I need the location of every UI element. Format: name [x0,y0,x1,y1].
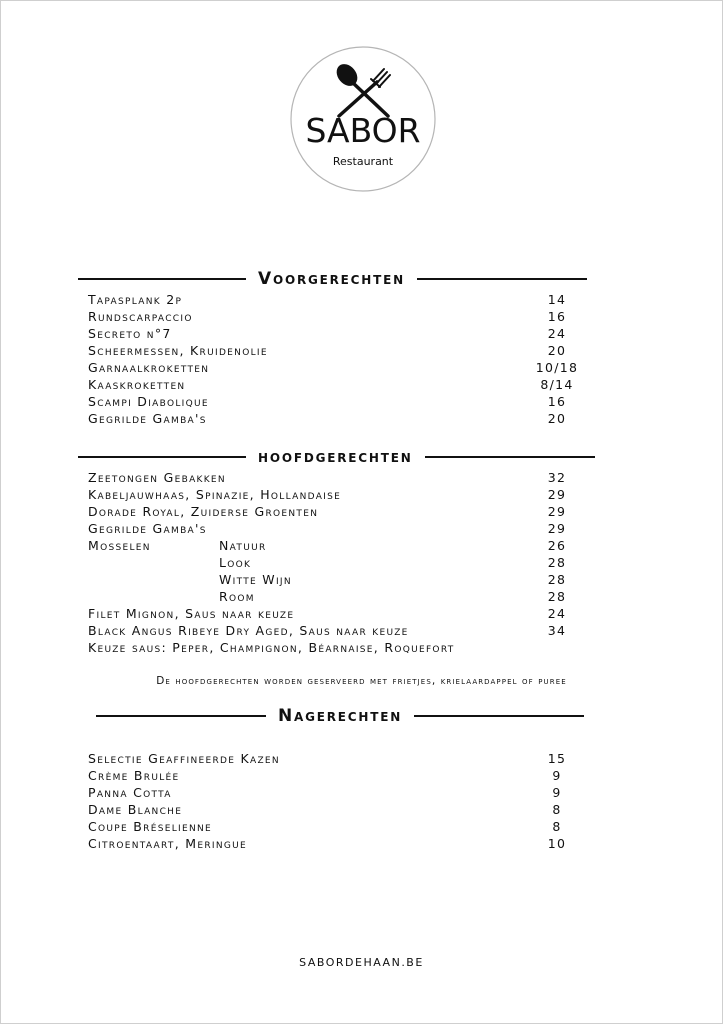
restaurant-logo [289,45,437,193]
menu-item [88,784,592,801]
menu-item-price: 9 [552,785,562,800]
menu-item-name: Citroentaart, Meringue [88,836,248,851]
menu-item [88,835,592,852]
menu-item-name: Kabeljauwhaas, Spinazie, Hollandaise [88,487,342,502]
menu-item-price: 28 [547,555,567,570]
menu-item-name: Selectie Geaffineerde Kazen [88,751,280,766]
menu-item [88,818,592,835]
section-header-hoofdgerechten [78,447,595,467]
menu-item-name: Gegrilde Gamba's [88,411,207,426]
section-title: Voorgerechten [258,269,405,289]
menu-item [88,801,592,818]
menu-item-price: 24 [547,326,567,341]
menu-item [88,503,592,520]
menu-item-name: Rundscarpaccio [88,309,193,324]
menu-item-name: Scampi Diabolique [88,394,209,409]
menu-item-name: Kaaskroketten [88,377,186,392]
menu-item-price: 9 [552,768,562,783]
menu-item-price: 29 [547,487,567,502]
menu-item [88,486,592,503]
menu-item-price: 8 [552,802,562,817]
divider-left [96,715,266,717]
menu-item [88,750,592,767]
menu-item-price: 28 [547,572,567,587]
menu-item-name: Dorade Royal, Zuiderse Groenten [88,504,319,519]
menu-item [88,767,592,784]
menu-item-name: Mosselen [88,538,151,553]
divider-right [414,715,584,717]
divider-left [78,456,246,458]
menu-item-price: 15 [547,751,567,766]
menu-item-name: Crème Brulée [88,768,180,783]
menu-item-price: 26 [547,538,567,553]
section-header-voorgerechten [78,269,587,289]
side-dish-note: De hoofdgerechten worden geserveerd met frietjes, krielaardappel of puree [156,675,567,687]
menu-item [88,342,592,359]
menu-item-price: 20 [547,343,567,358]
menu-item-price: 8/14 [540,377,574,392]
logo-name: SABOR [305,111,421,150]
menu-item [88,571,592,588]
menu-item-name: Secreto n°7 [88,326,172,341]
menu-item [88,639,592,656]
menu-item-price: 28 [547,589,567,604]
menu-item-price: 10 [547,836,567,851]
menu-item-name: Keuze saus: Peper, Champignon, Béarnaise, Roquefort [88,640,455,655]
menu-item-name: Panna Cotta [88,785,172,800]
divider-right [425,456,595,458]
menu-item [88,622,592,639]
menu-item-name: Gegrilde Gamba's [88,521,207,536]
menu-item-name: Zeetongen Gebakken [88,470,226,485]
section-header-nagerechten [96,706,584,726]
divider-left [78,278,246,280]
menu-item-variant: Look [219,555,252,570]
menu-item [88,410,592,427]
menu-item-variant: Natuur [219,538,267,553]
menu-item-name: Dame Blanche [88,802,183,817]
menu-item [88,520,592,537]
section-title: Nagerechten [278,706,403,726]
menu-item-price: 24 [547,606,567,621]
menu-item-price: 10/18 [535,360,579,375]
section-title: hoofdgerechten [258,447,413,467]
menu-item [88,376,592,393]
menu-item-name: Garnaalkroketten [88,360,210,375]
menu-item-price: 32 [547,470,567,485]
website-footer: SABORDEHAAN.BE [299,956,424,969]
menu-item-price: 14 [547,292,567,307]
menu-item-price: 20 [547,411,567,426]
menu-item [88,588,592,605]
menu-item-price: 34 [547,623,567,638]
menu-item-variant: Room [219,589,255,604]
menu-item [88,605,592,622]
menu-item-price: 16 [547,394,567,409]
menu-item-variant: Witte Wijn [219,572,292,587]
menu-item [88,393,592,410]
menu-item-price: 16 [547,309,567,324]
menu-item-name: Filet Mignon, Saus naar keuze [88,606,295,621]
menu-item [88,308,592,325]
menu-item [88,359,592,376]
menu-item [88,469,592,486]
menu-item-name: Black Angus Ribeye Dry Aged, Saus naar keuze [88,623,409,638]
menu-item-name: Tapasplank 2p [88,292,183,307]
menu-item-name: Scheermessen, Kruidenolie [88,343,268,358]
menu-item-name: Coupe Bréselienne [88,819,213,834]
divider-right [417,278,587,280]
logo-subtitle: Restaurant [332,155,394,168]
menu-item [88,325,592,342]
menu-item-price: 29 [547,521,567,536]
menu-item [88,554,592,571]
menu-item [88,537,592,554]
menu-item-price: 29 [547,504,567,519]
menu-item-price: 8 [552,819,562,834]
menu-item [88,291,592,308]
